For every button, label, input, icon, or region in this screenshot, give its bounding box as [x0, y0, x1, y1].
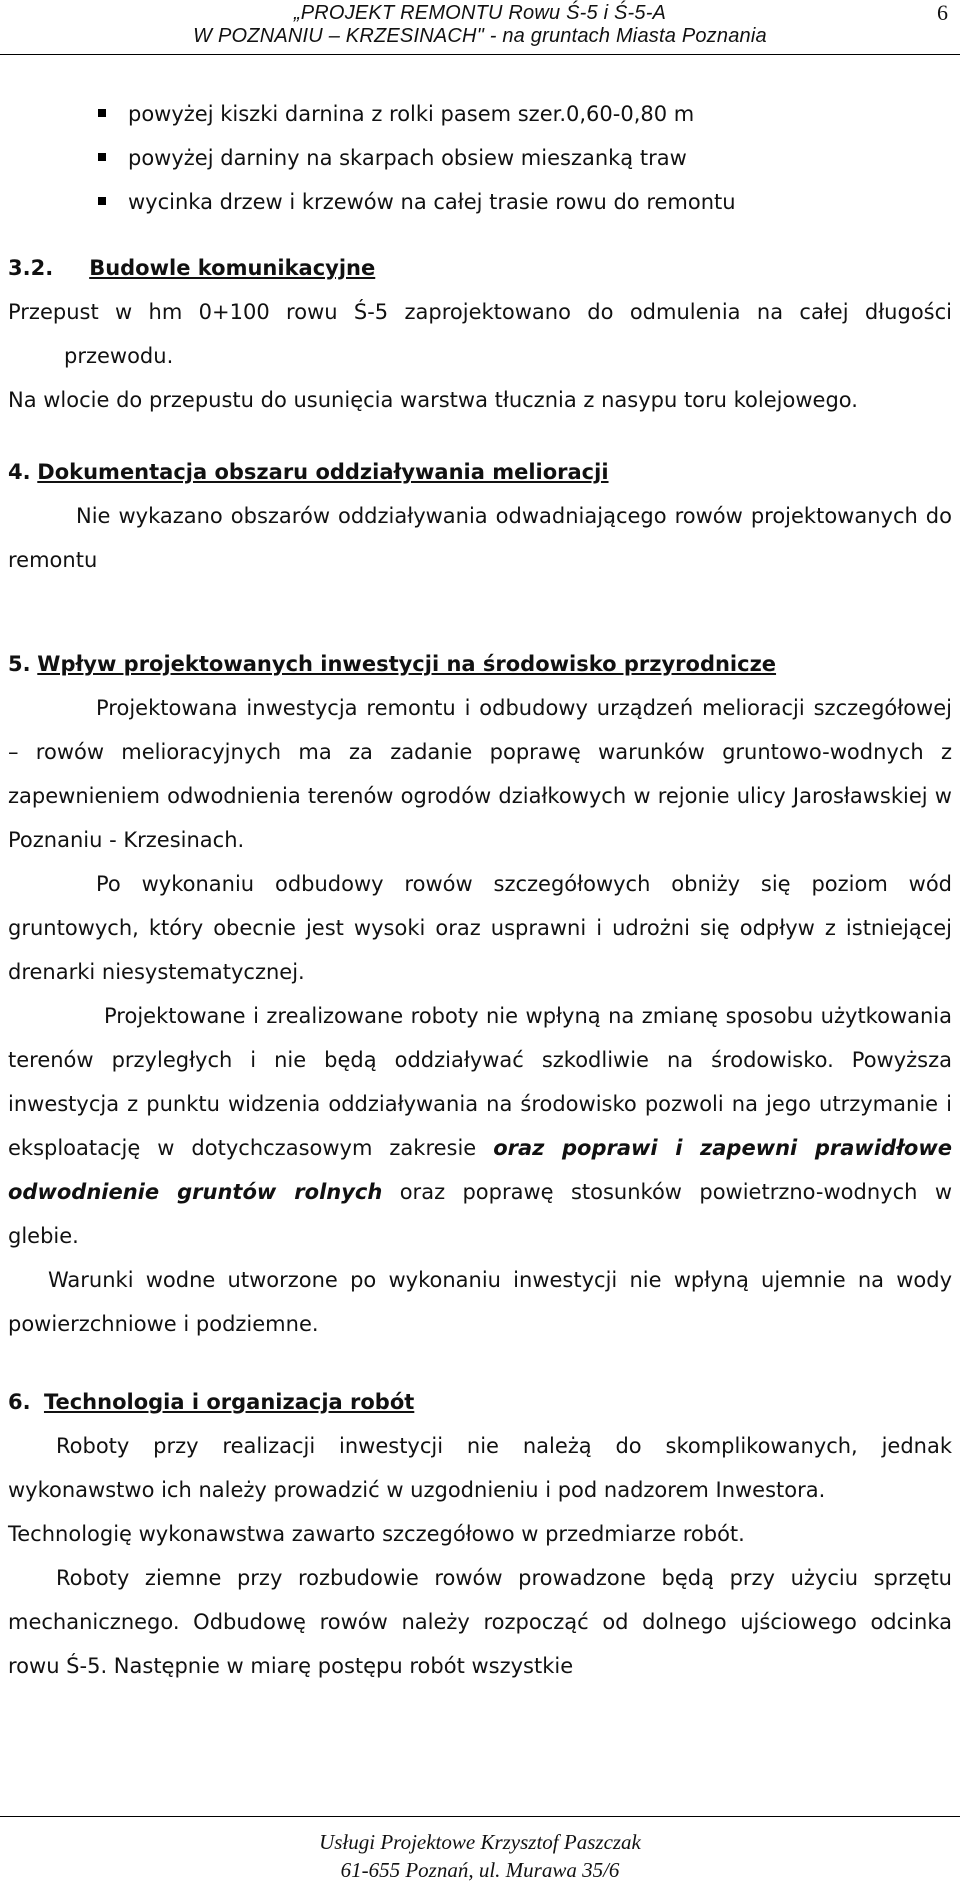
paragraph-text: oraz poprawę stosunków powietrzno-wodnych w glebie.: [8, 1180, 952, 1248]
footer-address: 61-655 Poznań, ul. Murawa 35/6: [340, 1858, 620, 1882]
emphasis-text: oraz poprawi i zapewni prawidłowe odwodnienie gruntów rolnych: [8, 1136, 952, 1204]
section-title: Technologia i organizacja robót: [43, 1390, 415, 1414]
document-body: [0, 92, 960, 1688]
section-title: Dokumentacja obszaru oddziaływania melioracji: [37, 460, 609, 484]
list-item: [0, 180, 960, 224]
section-heading-6: [0, 1380, 960, 1424]
page-number: 6: [937, 0, 948, 25]
paragraph: Projektowana inwestycja remontu i odbudowy urządzeń melioracji szczegółowej – rowów melioracyjnych ma za zadanie poprawę warunków gruntowo-wodnych z zapewnieniem odwodnienia terenów ogrodów działkowych w rejonie ulicy Jarosławskiej w Poznaniu - Krzesinach.: [8, 696, 952, 852]
bullet-text: powyżej kiszki darnina z rolki pasem szer.0,60-0,80 m: [128, 102, 695, 126]
page-footer: [0, 1818, 960, 1884]
section-heading-4: [0, 450, 960, 494]
footer-rule: [0, 1816, 960, 1817]
page-header: [0, 0, 960, 56]
paragraph: Roboty ziemne przy rozbudowie rowów prowadzone będą przy użyciu sprzętu mechanicznego. Odbudowę rowów należy rozpocząć od dolnego ujściowego odcinka rowu Ś-5. Następnie w miarę postępu robót wszystkie: [8, 1566, 952, 1678]
square-bullet-icon: [98, 153, 106, 161]
section-title: Wpływ projektowanych inwestycji na środowisko przyrodnicze: [37, 652, 777, 676]
square-bullet-icon: [98, 109, 106, 117]
section-title: Budowle komunikacyjne: [89, 256, 376, 280]
square-bullet-icon: [98, 197, 106, 205]
list-item: [0, 92, 960, 136]
paragraph: Warunki wodne utworzone po wykonaniu inwestycji nie wpłyną ujemnie na wody powierzchniowe i podziemne.: [8, 1268, 952, 1336]
footer-company: Usługi Projektowe Krzysztof Paszczak: [319, 1830, 641, 1854]
section-number: 4.: [8, 460, 31, 484]
header-rule: [0, 54, 960, 55]
header-title-line1: „PROJEKT REMONTU Rowu Ś-5 i Ś-5-A: [293, 2, 667, 24]
list-item: [0, 136, 960, 180]
paragraph-text: Projektowane i zrealizowane roboty nie wpłyną na zmianę sposobu użytkowania terenów przyległych i nie będą oddziaływać szkodliwie na środowisko. Powyższa inwestycja z punktu widzenia oddziaływania na środowisko pozwoli na jego utrzymanie i eksploatację w dotychczasowym zakresie: [8, 1004, 952, 1160]
header-title-line2: W POZNANIU – KRZESINACH" - na gruntach Miasta Poznania: [193, 25, 767, 47]
paragraph: Przepust w hm 0+100 rowu Ś-5 zaprojektowano do odmulenia na całej długości przewodu.: [8, 300, 952, 368]
bullet-list: [0, 92, 960, 224]
section-heading-3-2: [0, 246, 960, 290]
paragraph: Technologię wykonawstwa zawarto szczegółowo w przedmiarze robót.: [8, 1522, 745, 1546]
section-number: 6.: [8, 1390, 31, 1414]
paragraph: Na wlocie do przepustu do usunięcia warstwa tłucznia z nasypu toru kolejowego.: [8, 388, 858, 412]
bullet-text: wycinka drzew i krzewów na całej trasie rowu do remontu: [128, 190, 736, 214]
section-number: 5.: [8, 652, 31, 676]
section-heading-5: [0, 642, 960, 686]
paragraph: Roboty przy realizacji inwestycji nie należą do skomplikowanych, jednak wykonawstwo ich należy prowadzić w uzgodnieniu i pod nadzorem Inwestora.: [8, 1434, 952, 1502]
paragraph: [0, 994, 960, 1258]
section-number: 3.2.: [8, 256, 54, 280]
paragraph: Nie wykazano obszarów oddziaływania odwadniającego rowów projektowanych do remontu: [8, 504, 952, 572]
bullet-text: powyżej darniny na skarpach obsiew mieszanką traw: [128, 146, 687, 170]
paragraph: Po wykonaniu odbudowy rowów szczegółowych obniży się poziom wód gruntowych, który obecnie jest wysoki oraz usprawni i udrożni się odpływ z istniejącej drenarki niesystematycznej.: [8, 872, 952, 984]
